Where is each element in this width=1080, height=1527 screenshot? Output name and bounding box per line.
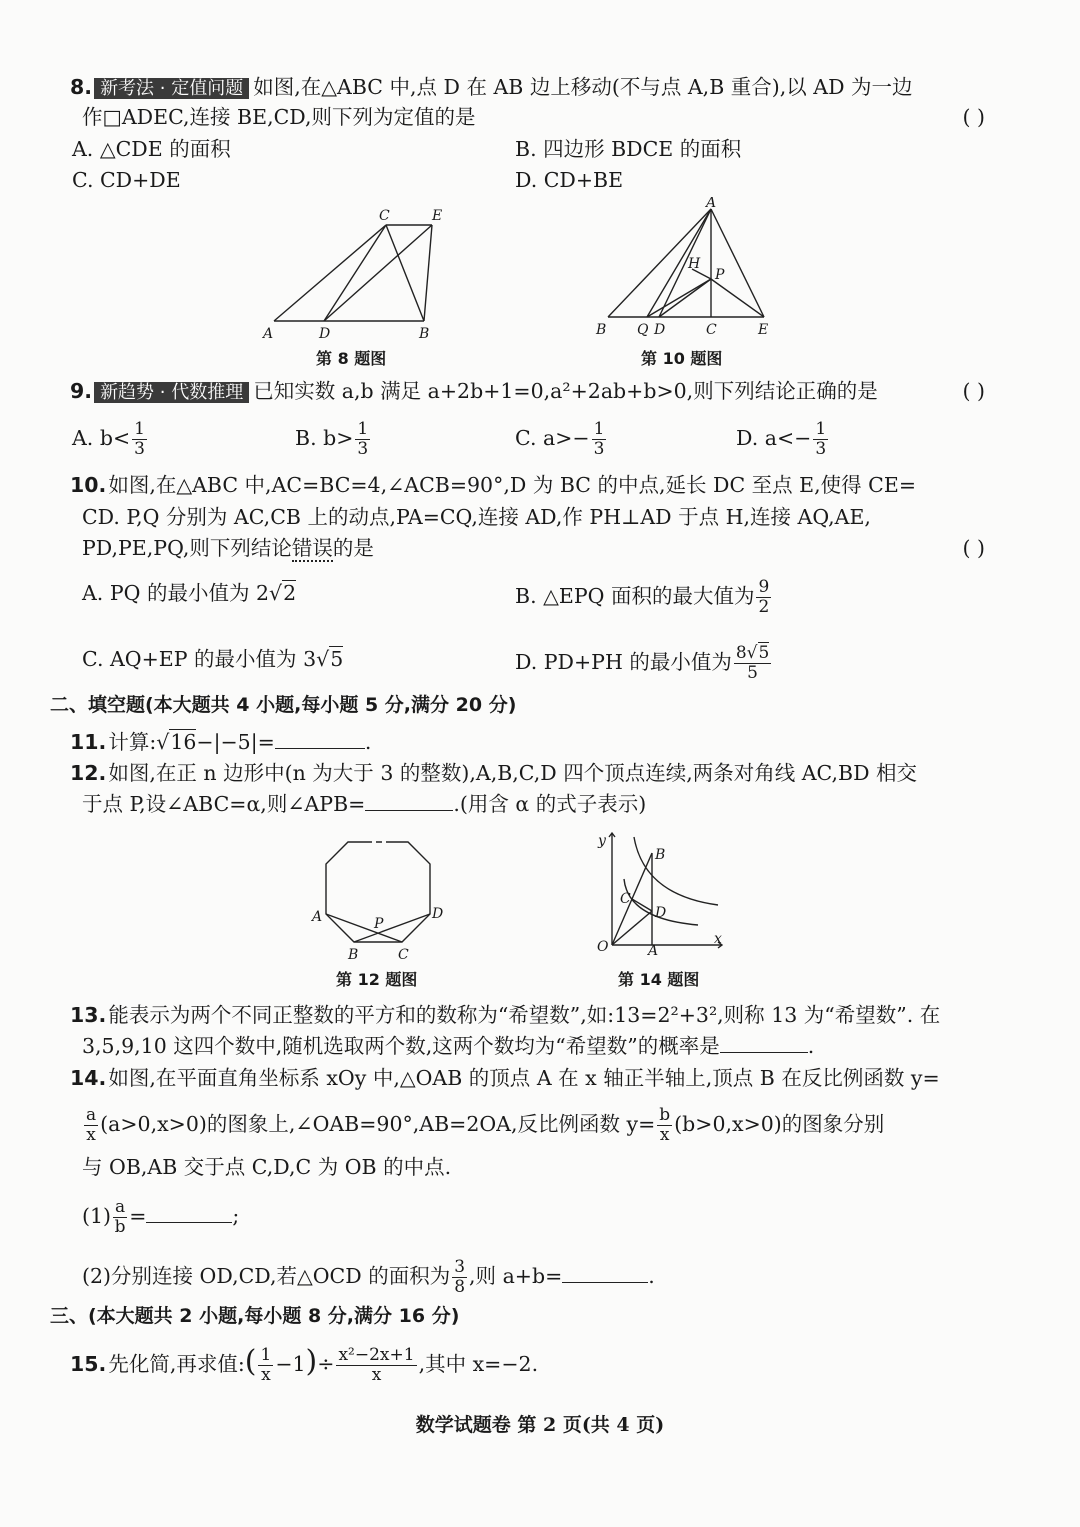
q14-part1-end: ; (232, 1204, 240, 1228)
q10-option-a-text: A. PQ 的最小值为 2 (82, 581, 270, 605)
q8-option-a: A. △CDE 的面积 (72, 137, 231, 161)
q11-end: . (364, 730, 372, 754)
q8-line1 (70, 72, 985, 104)
q14-part1-eq: = (129, 1204, 147, 1228)
q15-open-paren: ( (244, 1344, 257, 1379)
fig10-label-p: P (715, 267, 725, 283)
q10-text3a: PD,PE,PQ,则下列结论 (82, 536, 292, 560)
frac-den: 5 (747, 663, 758, 683)
q13-line1 (70, 1000, 985, 1030)
q11-expr: −|−5|= (196, 730, 275, 754)
q14-part1 (82, 1198, 985, 1237)
q13-text2a: 3,5,9,10 这四个数中,随机选取两个数,这两个数均为“希望数”的概率是 (82, 1034, 720, 1058)
figure-10 (592, 197, 782, 345)
q10-option-b-text: B. △EPQ 面积的最大值为 (515, 584, 755, 608)
q14-number: 14. (70, 1066, 107, 1090)
q15-prefix: 先化简,再求值: (108, 1352, 245, 1376)
q8-option-d: D. CD+BE (515, 168, 624, 192)
fig8-caption: 第 8 题图 (316, 349, 387, 368)
q11-blank (275, 728, 365, 749)
q14-line3: 与 OB,AB 交于点 C,D,C 为 OB 的中点. (82, 1155, 452, 1179)
q12-text2a: 于点 P,设∠ABC=α,则∠APB= (82, 792, 366, 816)
frac-den: 2 (758, 597, 770, 617)
q9-option-c-text: C. a>− (515, 426, 590, 450)
q14-line2 (82, 1106, 985, 1145)
q12-line2 (82, 789, 985, 819)
q12-line1 (70, 758, 985, 788)
q13-line2 (82, 1031, 985, 1061)
q14-frac-b-over-x (657, 1106, 672, 1145)
fig8-label-b: B (419, 326, 430, 342)
q14-line1 (70, 1063, 985, 1093)
q10-option-d-text: D. PD+PH 的最小值为 (515, 650, 732, 674)
frac-den: 3 (357, 439, 369, 459)
q10-option-d (515, 644, 773, 683)
q12-number: 12. (70, 761, 107, 785)
q8-option-b: B. 四边形 BDCE 的面积 (515, 137, 742, 161)
fig12-caption: 第 12 题图 (336, 970, 418, 989)
fig10-label-d: D (654, 322, 666, 338)
q9-option-d-frac (813, 420, 828, 459)
frac-num: 1 (134, 419, 145, 439)
frac-num: 1 (260, 1345, 272, 1365)
fig14-label-b: B (655, 847, 666, 863)
q9-option-b-frac (355, 420, 370, 459)
q8-answer-paren: ( ) (962, 105, 985, 129)
frac-den: x (261, 1365, 271, 1385)
fig10-label-e: E (758, 322, 769, 338)
page-footer: 数学试题卷 第 2 页(共 4 页) (415, 1414, 665, 1436)
q9-tag: 新趋势 · 代数推理 (94, 382, 249, 403)
fig14-caption: 第 14 题图 (618, 970, 700, 989)
figure-14 (594, 827, 734, 967)
q15-close-paren: ) (305, 1344, 318, 1379)
fig8-label-c: C (379, 208, 390, 224)
frac-num-coef: 8 (735, 643, 747, 663)
q15-frac-2 (336, 1346, 416, 1385)
frac-den: 3 (593, 439, 605, 459)
figure-12 (308, 832, 458, 967)
q14-part2-end: . (648, 1264, 655, 1288)
q9-option-a-text: A. b< (72, 426, 131, 450)
section-3-heading: 三、(本大题共 2 小题,每小题 8 分,满分 16 分) (50, 1305, 460, 1327)
q10-option-d-frac (734, 644, 772, 683)
frac-num: 1 (593, 419, 605, 439)
fig8-label-a: A (263, 326, 274, 342)
q8-tag: 新考法 · 定值问题 (94, 78, 249, 99)
q9-line1 (70, 376, 985, 408)
fig12-label-c: C (398, 947, 409, 963)
frac-den: 8 (454, 1277, 466, 1297)
q8-number: 8. (70, 75, 93, 99)
fig12-label-b: B (348, 947, 359, 963)
q14-part1-label: (1) (82, 1204, 112, 1228)
frac-num: b (659, 1105, 671, 1125)
q9-option-d (736, 420, 830, 459)
frac-den: b (114, 1217, 126, 1237)
q10-number: 10. (70, 473, 107, 497)
q10-option-c: C. AQ+EP 的最小值为 3√5 (82, 647, 344, 671)
q15-condition: ,其中 x=−2. (418, 1352, 539, 1376)
q8-line2 (82, 102, 985, 132)
q11-line: 11.计算:√16−|−5|= . (70, 730, 372, 754)
q14-part1-blank (146, 1202, 232, 1223)
q8-option-c: C. CD+DE (72, 168, 181, 192)
q9-answer-paren: ( ) (962, 379, 985, 403)
q12-blank (365, 790, 453, 811)
q10-option-a: A. PQ 的最小值为 2√2 (82, 581, 297, 605)
q10-text1: 如图,在△ABC 中,AC=BC=4,∠ACB=90°,D 为 BC 的中点,延长 DC 至点 E,使得 CE= (108, 473, 916, 497)
fig10-label-q: Q (637, 322, 649, 338)
q13-text2b: . (807, 1034, 815, 1058)
fig10-label-c: C (706, 322, 717, 338)
q14-frac-a-over-x (84, 1106, 98, 1145)
q14-part2 (82, 1258, 985, 1297)
frac-num: 3 (454, 1257, 466, 1277)
q10-line3 (82, 533, 985, 563)
frac-den: x (659, 1125, 670, 1145)
figure-8 (260, 205, 460, 345)
q12-text2b: .(用含 α 的式子表示) (453, 792, 647, 816)
q9-option-c (515, 420, 608, 459)
fig10-label-b: B (596, 322, 607, 338)
q14-text1: 如图,在平面直角坐标系 xOy 中,△OAB 的顶点 A 在 x 轴正半轴上,顶点 B 在反比例函数 y= (108, 1066, 940, 1090)
fig14-label-o: O (597, 939, 609, 955)
q14-part2-blank (562, 1262, 648, 1283)
fig14-label-d: D (655, 905, 667, 921)
frac-num: 1 (815, 419, 827, 439)
q12-text1: 如图,在正 n 边形中(n 为大于 3 的整数),A,B,C,D 四个顶点连续,两条对角线 AC,BD 相交 (108, 761, 918, 785)
q8-text2: 作□ADEC,连接 BE,CD,则下列为定值的是 (82, 105, 476, 129)
fig14-label-x: x (714, 931, 722, 947)
q15-divide: ÷ (317, 1352, 335, 1376)
q10-answer-paren: ( ) (962, 536, 985, 560)
q15-number: 15. (70, 1352, 107, 1376)
q10-line2: CD. P,Q 分别为 AC,CB 上的动点,PA=CQ,连接 AD,作 PH⊥AD 于点 H,连接 AQ,AE, (82, 505, 871, 529)
frac-den: 3 (134, 439, 145, 459)
q8-text1: 如图,在△ABC 中,点 D 在 AB 边上移动(不与点 A,B 重合),以 AD 为一边 (253, 75, 913, 99)
fig12-label-a: A (312, 909, 323, 925)
q9-option-a-frac (132, 420, 147, 459)
fig12-label-d: D (432, 906, 444, 922)
fig14-label-y: y (598, 833, 606, 849)
frac-num: x²−2x+1 (338, 1345, 415, 1365)
q9-text: 已知实数 a,b 满足 a+2b+1=0,a²+2ab+b>0,则下列结论正确的是 (253, 379, 878, 403)
section-2-heading: 二、填空题(本大题共 4 小题,每小题 5 分,满分 20 分) (50, 694, 517, 716)
q9-option-d-text: D. a<− (736, 426, 812, 450)
q14-part1-frac (113, 1198, 127, 1237)
q9-option-a (72, 420, 149, 459)
frac-num: 9 (758, 577, 770, 597)
q14-part2-text: (2)分别连接 OD,CD,若△OCD 的面积为 (82, 1264, 451, 1288)
q10-option-b-frac (756, 578, 771, 617)
q11-number: 11. (70, 730, 107, 754)
q15-frac-1 (258, 1346, 273, 1385)
q10-line1 (70, 470, 985, 500)
fig10-label-a: A (706, 197, 717, 211)
q10-option-b (515, 578, 773, 617)
fig14-label-c: C (620, 891, 631, 907)
q15-minus-one: −1 (275, 1352, 306, 1376)
frac-num: 8√5 (735, 643, 770, 663)
fig8-label-e: E (432, 208, 443, 224)
frac-num: a (86, 1105, 97, 1125)
q11-prefix: 计算: (108, 730, 157, 754)
fig10-label-h: H (688, 256, 701, 272)
frac-num: a (115, 1197, 126, 1217)
fig14-label-a: A (648, 943, 659, 959)
q9-option-b (295, 420, 372, 459)
q13-text1: 能表示为两个不同正整数的平方和的数称为“希望数”,如:13=2²+3²,则称 13 为“希望数”. 在 (108, 1003, 941, 1027)
q11-radicand: 16 (170, 730, 197, 754)
fig10-caption: 第 10 题图 (641, 349, 723, 368)
q10-option-a-radicand: 2 (283, 581, 297, 605)
q14-text2d: (b>0,x>0)的图象分别 (674, 1112, 885, 1136)
fig12-label-p: P (374, 916, 384, 932)
q15-line (70, 1346, 985, 1385)
q10-emphasis: 错误 (291, 536, 333, 560)
q9-number: 9. (70, 379, 93, 403)
frac-num-radicand: 5 (758, 643, 770, 663)
q9-option-c-frac (592, 420, 607, 459)
fig8-label-d: D (319, 326, 331, 342)
frac-num: 1 (357, 419, 369, 439)
q10-option-c-radicand: 5 (330, 647, 344, 671)
q10-option-c-text: C. AQ+EP 的最小值为 3 (82, 647, 317, 671)
frac-den: x (86, 1125, 96, 1145)
frac-den: x (371, 1365, 382, 1385)
q13-blank (720, 1032, 808, 1053)
frac-den: 3 (815, 439, 827, 459)
q14-part2-frac (452, 1258, 467, 1297)
q14-text2b: (a>0,x>0)的图象上,∠OAB=90°,AB=2OA,反比例函数 y= (100, 1112, 656, 1136)
q14-part2-eq: ,则 a+b= (469, 1264, 563, 1288)
q10-text3c: 的是 (332, 536, 374, 560)
q9-option-b-text: B. b> (295, 426, 354, 450)
q13-number: 13. (70, 1003, 107, 1027)
